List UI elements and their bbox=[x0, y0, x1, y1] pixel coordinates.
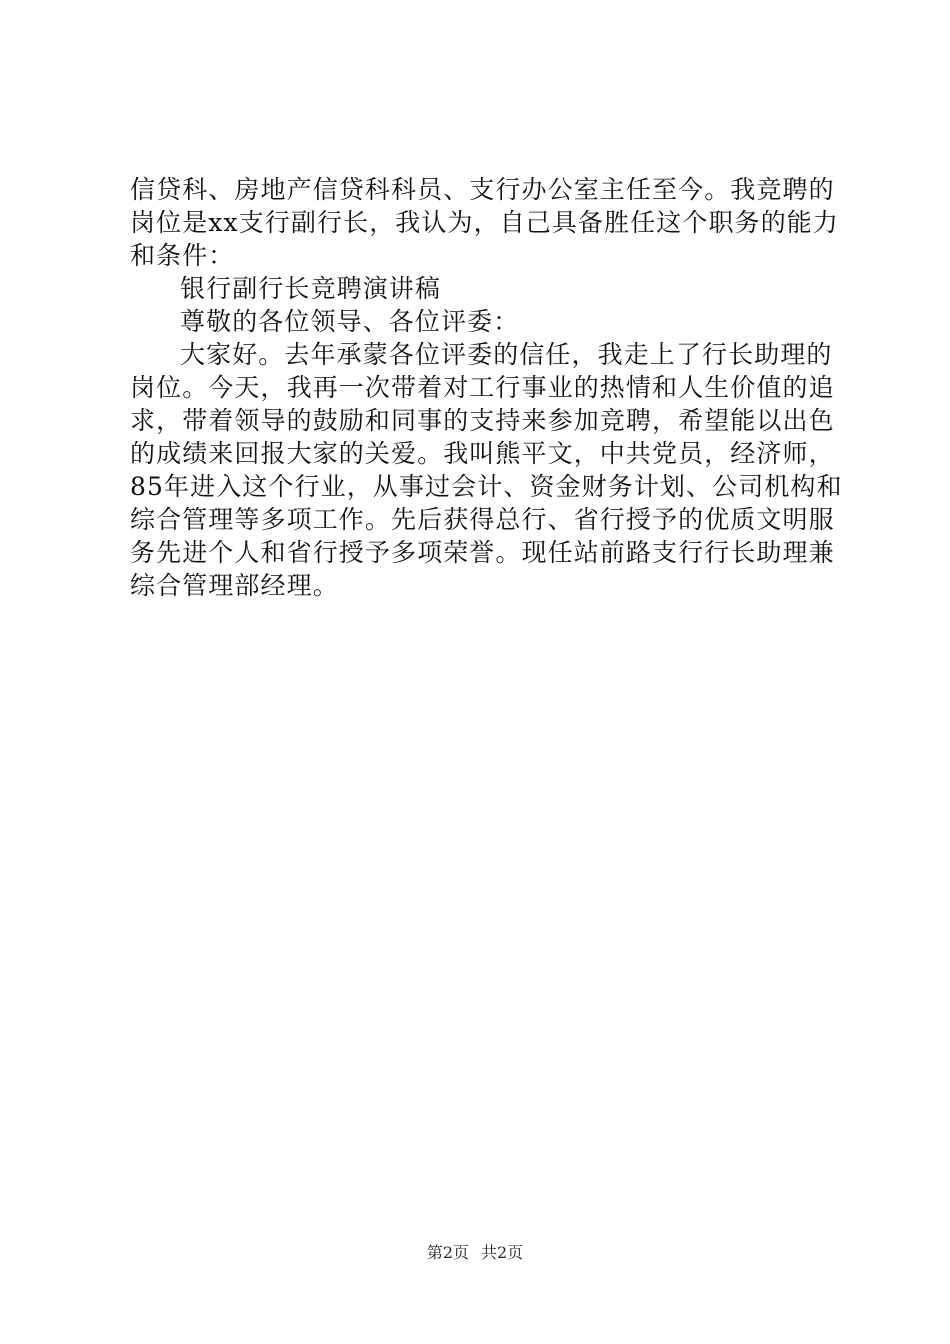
body-line: 和条件： bbox=[130, 241, 235, 270]
page-number-current: 第2页 bbox=[426, 1243, 469, 1262]
body-line: 求，带着领导的鼓励和同事的支持来参加竞聘，希望能以出色 bbox=[130, 406, 835, 435]
body-line: 信贷科、房地产信贷科科员、支行办公室主任至今。我竞聘的 bbox=[130, 175, 835, 204]
salutation: 尊敬的各位领导、各位评委： bbox=[180, 307, 520, 336]
page-footer bbox=[0, 1243, 950, 1263]
body-line: 85年进入这个行业，从事过会计、资金财务计划、公司机构和 bbox=[130, 472, 843, 501]
page-number-total: 共2页 bbox=[481, 1243, 524, 1262]
body-line: 务先进个人和省行授予多项荣誉。现任站前路支行行长助理兼 bbox=[130, 538, 835, 567]
document-body bbox=[130, 173, 843, 602]
body-line: 的成绩来回报大家的关爱。我叫熊平文，中共党员，经济师， bbox=[130, 439, 835, 468]
body-line: 综合管理部经理。 bbox=[130, 571, 339, 600]
body-line: 岗位是xx支行副行长，我认为，自己具备胜任这个职务的能力 bbox=[130, 208, 840, 237]
body-line: 岗位。今天，我再一次带着对工行事业的热情和人生价值的追 bbox=[130, 373, 835, 402]
document-title: 银行副行长竞聘演讲稿 bbox=[180, 274, 442, 303]
body-line: 综合管理等多项工作。先后获得总行、省行授予的优质文明服 bbox=[130, 505, 835, 534]
body-line: 大家好。去年承蒙各位评委的信任，我走上了行长助理的 bbox=[180, 340, 833, 369]
